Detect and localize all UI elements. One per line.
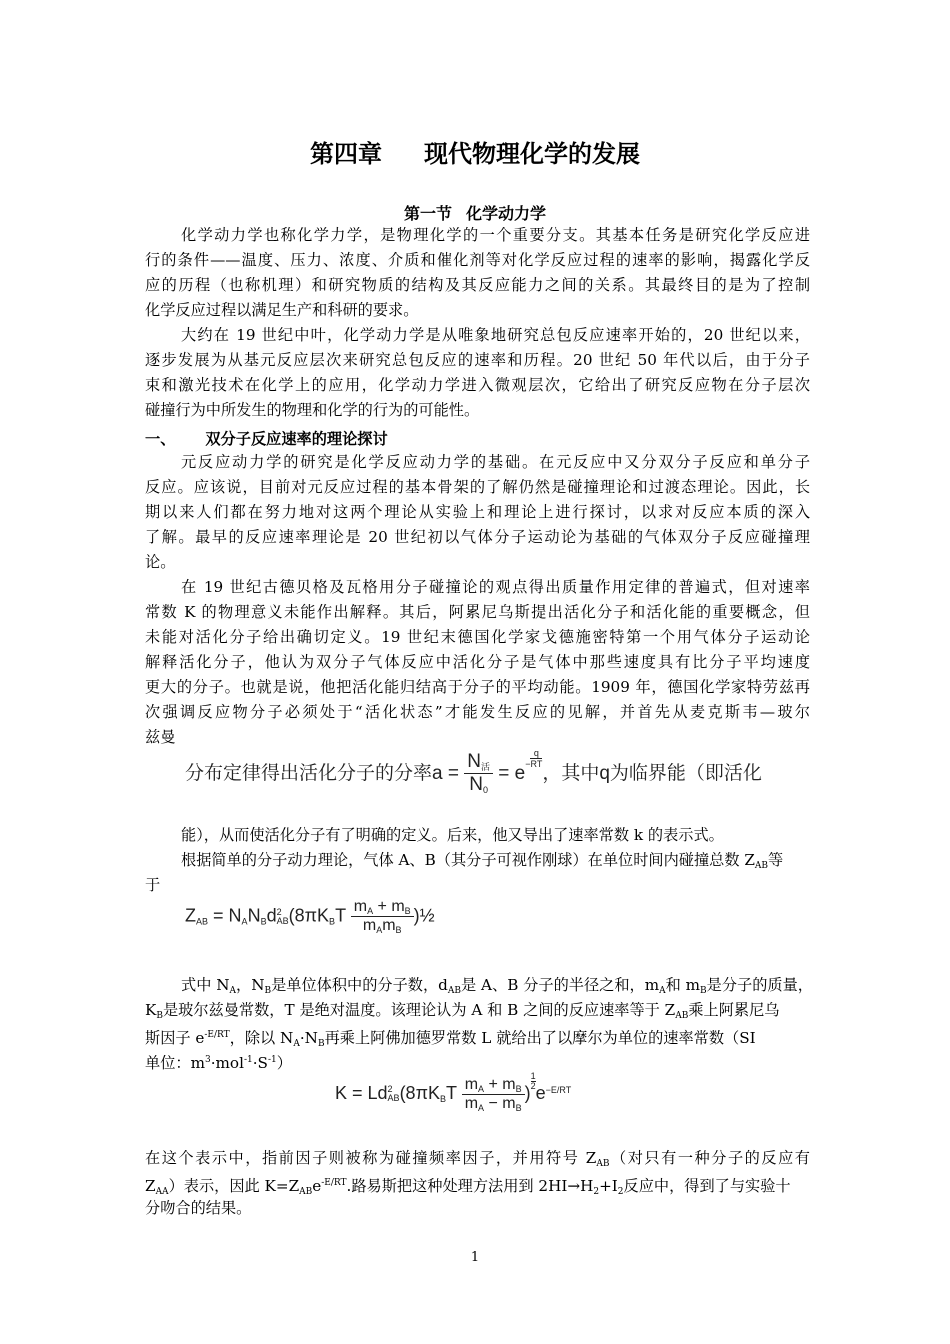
- paragraph-line: 了解。最早的反应速率理论是 20 世纪初以气体分子运动论为基础的气体双分子反应碰撞理: [145, 528, 810, 546]
- paragraph-line: 大约在 19 世纪中叶，化学动力学是从唯象地研究总包反应速率开始的，20 世纪以来，: [181, 326, 810, 344]
- paragraph-line: $Z_{AA}$）表示，因此 $K=Z_{AB}e^{-E/RT}$.路易斯把这种处理方法用到 $2HI\to H_2+I_2$反应中，得到了与实验十: [145, 1177, 791, 1197]
- page-number: 1: [470, 1250, 480, 1265]
- paragraph-line: 式中 $N_A$，$N_B$是单位体积中的分子数，$d_{AB}$是 A、B 分子的半径之和，$m_A$和 $m_B$是分子的质量，: [181, 976, 813, 996]
- paragraph-line: 碰撞行为中所发生的物理和化学的行为的可能性。: [145, 401, 480, 419]
- paragraph-line: 更大的分子。也就是说，他把活化能归结高于分子的平均动能。1909 年，德国化学家特劳兹再: [145, 678, 810, 696]
- paragraph-line: 常数 K 的物理意义未能作出解释。其后，阿累尼乌斯提出活化分子和活化能的重要概念，但: [145, 603, 810, 621]
- paragraph-line: 期以来人们都在努力地对这两个理论从实验上和理论上进行探讨，以求对反应本质的深入: [145, 503, 810, 521]
- paragraph-line: 逐步发展为从基元反应层次来研究总包反应的速率和历程。20 世纪 50 年代以后，由于分子: [145, 351, 810, 369]
- paragraph-line: 应的历程（也称机理）和研究物质的结构及其反应能力之间的关系。其最终目的是为了控制: [145, 276, 810, 294]
- paragraph-line: 论。: [145, 553, 176, 571]
- paragraph-line: 次强调反应物分子必须处于“活化状态”才能发生反应的见解，并首先从麦克斯韦—玻尔: [145, 703, 810, 721]
- paragraph-line: 斯因子 $e^{-E/RT}$，除以 $N_A\cdot N_B$再乘上阿佛加德罗常数 L 就给出了以摩尔为单位的速率常数（SI: [145, 1029, 756, 1049]
- paragraph-line: 于: [145, 876, 161, 894]
- formula-collision-number: $Z_{AB} = N_AN_Bd$ 2 AB ($8\pi K_BT$ $\frac{m_A + m_B}{m_Am_B}$ )½: [185, 898, 435, 935]
- paragraph-line: 未能对活化分子给出确切定义。19 世纪末德国化学家戈德施密特第一个用气体分子运动论: [145, 628, 810, 646]
- paragraph-line: 能），从而使活化分子有了明确的定义。后来，他又导出了速率常数 k 的表示式。: [181, 826, 724, 844]
- paragraph-line: 在这个表示中，指前因子则被称为碰撞频率因子，并用符号 $Z_{AB}$（对只有一种分子的反应有: [145, 1149, 810, 1169]
- paragraph-line: 在 19 世纪古德贝格及瓦格用分子碰撞论的观点得出质量作用定律的普遍式，但对速率: [181, 578, 810, 596]
- paragraph-line: 分吻合的结果。: [145, 1199, 252, 1217]
- paragraph-line: 兹曼: [145, 728, 176, 746]
- paragraph-line: 束和激光技术在化学上的应用，化学动力学进入微观层次，它给出了研究反应物在分子层次: [145, 376, 810, 394]
- paragraph-line: 化学动力学也称化学力学，是物理化学的一个重要分支。其基本任务是研究化学反应进: [181, 226, 810, 244]
- paragraph-line: 反应。应该说，目前对元反应过程的基本骨架的了解仍然是碰撞理论和过渡态理论。因此，长: [145, 478, 810, 496]
- chapter-title: 第四章 现代物理化学的发展: [310, 140, 640, 168]
- paragraph-line: 元反应动力学的研究是化学反应动力学的基础。在元反应中又分双分子反应和单分子: [181, 453, 810, 471]
- paragraph-line: $K_B$是玻尔兹曼常数，T 是绝对温度。该理论认为 A 和 B 之间的反应速率等于 $Z_{AB}$乘上阿累尼乌: [145, 1001, 780, 1021]
- paragraph-line: 行的条件——温度、压力、浓度、介质和催化剂等对化学反应过程的速率的影响，揭露化学反: [145, 251, 810, 269]
- formula-rate-constant: K = Ld 2 AB ($8\pi K_BT$ $\frac{m_A + m_B}{m_A - m_B}$ ) $\frac{1}{2}$ $e^{-E/RT}$: [335, 1071, 572, 1113]
- paragraph-line: 解释活化分子，他认为双分子气体反应中活化分子是气体中那些速度具有比分子平均速度: [145, 653, 810, 671]
- paragraph-line: 根据简单的分子动力理论，气体 A、B（其分子可视作刚球）在单位时间内碰撞总数 $Z_{AB}$等: [181, 851, 784, 871]
- paragraph-line: 单位：$m^3\cdot mol^{-1}\cdot S^{-1}$）: [145, 1054, 292, 1072]
- formula-activated-fraction: 分布定律得出活化分子的分率a = $\frac{N_活}{N_0}$ = e− $\frac{q}{RT}$ ，其中q为临界能（即活化: [185, 748, 762, 796]
- subsection-heading: 一、 双分子反应速率的理论探讨: [145, 430, 388, 448]
- section-title: 第一节 化学动力学: [403, 204, 547, 223]
- paragraph-line: 化学反应过程以满足生产和科研的要求。: [145, 301, 419, 319]
